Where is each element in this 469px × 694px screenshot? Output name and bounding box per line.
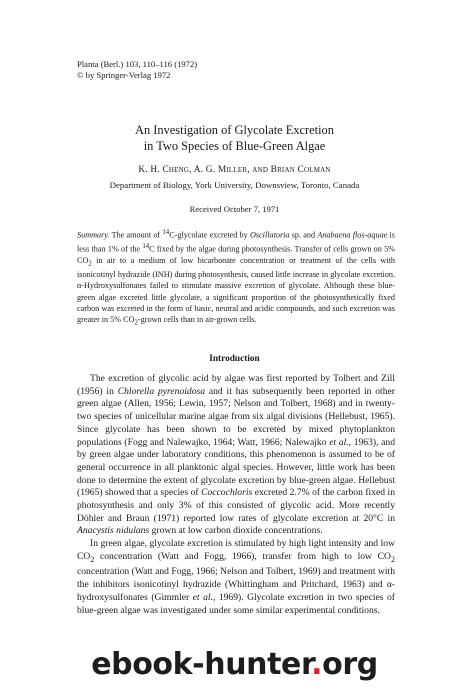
organism-name: Coccochloris [201, 487, 253, 499]
subscript: 2 [90, 554, 95, 564]
text: , 1963), and by green algae under laboratory conditions, this phenomenon is assumed to be of general occurrence in all planktonic algal species. However, little work has been done to determine the extent of glycolate excretion by blue-green algae. Hellebust (1965) showed that a species of [77, 436, 396, 499]
text: and it has subsequently been reported in other green algae (Allen, 1956; Lewin, 1957; Nelson and Tolbert, 1968) and in twenty-two species of unicellular marine algae from six algal divisions (Hellebust, 1965). Since glycolate has been shown to be excreted by mixed phytoplankton populations (Fogg and Nalewajko, 1964; Watt, 1966; Nalewajko [77, 385, 395, 448]
affiliation: Department of Biology, York University, Downsview, Toronto, Canada [109, 180, 360, 190]
isotope-superscript: 14 [162, 229, 170, 236]
text: In green algae, glycolate excretion is stimulated by high light intensity and low CO [77, 538, 395, 562]
organism-name: Anacystis nidulans [77, 525, 150, 537]
paragraph [77, 373, 395, 538]
organism-name: Oscillatoria [249, 230, 290, 240]
title-line-1: An Investigation of Glycolate Excretion [135, 123, 334, 137]
organism-name: Anabaena flos-aquae [317, 230, 388, 240]
summary-text: in air to a medium of low bicarbonate concentration or treatment of the cells with isonicotinyl hydrazide (INH) during photosynthesis, caused little increase in glycolate excretion. α-Hydroxysulfonates failed to stimulate massive excretion of glycolate. Although these blue-green algae excreted little glycolate, a significant proportion of the photosynthetically fixed carbon was excreted in the form of basic, neutral and acidic compounds, and such excretion was greater in 5% CO [77, 255, 395, 324]
summary-text: C fixed by the algae during photosynthesis. Transfer of cells grown on 5% CO [77, 244, 395, 265]
summary-label: Summary. [77, 230, 110, 240]
journal-header [77, 59, 197, 81]
watermark-text: ebook-hunter [91, 647, 312, 682]
summary-text: sp. and [289, 230, 318, 240]
subscript: 2 [88, 260, 92, 268]
summary-text: -grown cells than in air-grown cells. [137, 314, 257, 324]
copyright-line: © by Springer-Verlag 1972 [77, 70, 171, 80]
summary-paragraph [77, 227, 395, 329]
text: , 1969). Glycolate excretion in two species of blue-green algae was investigated under some similar experimental conditions. [77, 591, 395, 616]
section-heading-introduction: Introduction [209, 354, 260, 364]
title-line-2: in Two Species of Blue-Green Algae [143, 139, 326, 153]
introduction-body [77, 373, 395, 617]
text: excreted 2.7% of the carbon fixed in photosynthesis and only 3% of this consisted of glycolic acid. More recently Döhler and Braun (1971) reported low rates of glycolate excretion at 20°C in [77, 487, 395, 524]
isotope-superscript: 14 [142, 242, 150, 250]
summary-text: is less than 1% of the [77, 230, 395, 254]
subscript: 2 [134, 319, 138, 327]
watermark-text: org [322, 647, 378, 682]
et-al: et al. [329, 436, 349, 448]
summary-text: C-glycolate excreted by [169, 230, 250, 240]
subscript: 2 [391, 554, 395, 564]
paper-title [0, 122, 469, 154]
text: The excretion of glycolic acid by algae was first reported by Tolbert and Zill (1956) in [77, 373, 395, 397]
authors: K. H. Cheng, A. G. Miller, and Brian Colman [138, 165, 331, 175]
et-al: et al. [192, 591, 213, 603]
summary-text: The amount of [109, 230, 163, 240]
organism-name: Chlorella pyrenoidosa [117, 385, 206, 397]
text: concentration (Watt and Fogg, 1966; Nelson and Tolbert, 1969) and treatment with the inhibitors isonicotinyl hydrazide (Whittingham and Pritchard, 1963) and α-hydroxysulfonates (Gimmler [77, 566, 395, 603]
paragraph [77, 538, 395, 617]
received-date: Received October 7, 1971 [189, 204, 280, 214]
citation-line: Planta (Berl.) 103, 110–116 (1972) [77, 59, 198, 69]
text: grown at low carbon dioxide concentrations. [149, 525, 323, 537]
watermark [0, 648, 469, 682]
text: concentration (Watt and Fogg, 1966), transfer from high to low CO [94, 550, 391, 562]
watermark-dot: . [311, 647, 323, 682]
